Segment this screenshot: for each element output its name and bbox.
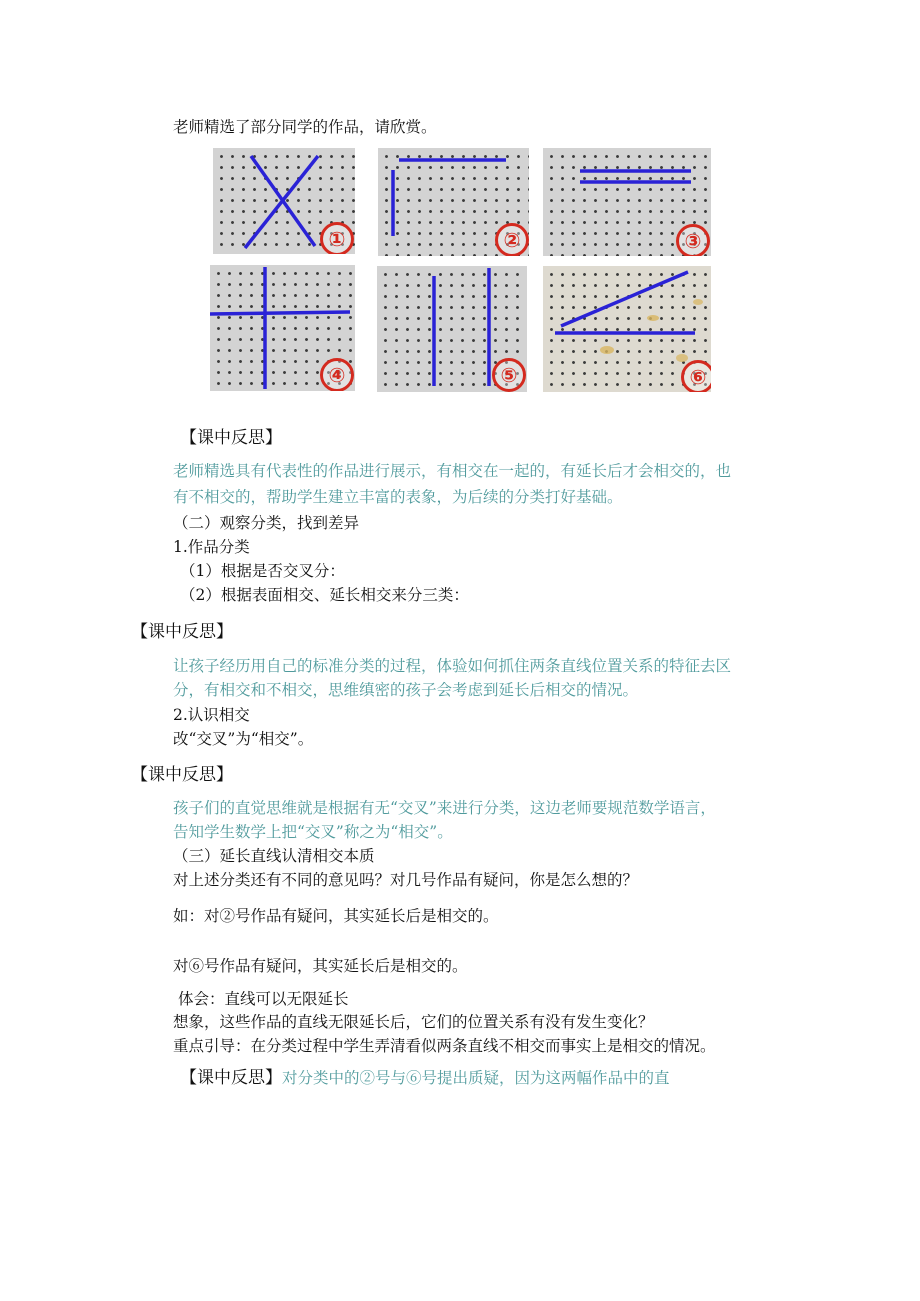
- reflection-heading: 【课中反思】: [131, 765, 233, 785]
- geoboard-6: [543, 266, 711, 392]
- figure-number-badge: ④: [320, 358, 354, 391]
- reflection-paragraph: [180, 1068, 670, 1088]
- reflection-text: 告知学生数学上把“交叉”称之为“相交”。: [173, 823, 453, 841]
- reflection-text: 让孩子经历用自己的标准分类的过程，体验如何抓住两条直线位置关系的特征去区: [173, 657, 732, 675]
- reflection-text: 老师精选具有代表性的作品进行展示，有相交在一起的，有延长后才会相交的，也: [173, 462, 732, 480]
- list-item: 2.认识相交: [173, 706, 250, 724]
- geoboard-5: [377, 266, 527, 392]
- reflection-text: 分，有相交和不相交，思维缜密的孩子会考虑到延长后相交的情况。: [173, 681, 639, 699]
- figure-number-badge: ⑥: [681, 360, 711, 392]
- intro-text: 老师精选了部分同学的作品，请欣赏。: [173, 118, 437, 136]
- section-title: （三）延长直线认清相交本质: [173, 847, 375, 865]
- body-text: 重点引导：在分类过程中学生弄清看似两条直线不相交而事实上是相交的情况。: [173, 1037, 716, 1055]
- reflection-text: 有不相交的，帮助学生建立丰富的表象，为后续的分类打好基础。: [173, 488, 623, 506]
- geoboard-2: [378, 148, 529, 256]
- figure-number-badge: ①: [320, 222, 354, 254]
- section-title: （二）观察分类，找到差异: [173, 514, 360, 532]
- list-item: （1）根据是否交叉分：: [180, 562, 345, 580]
- geoboard-1: [213, 148, 355, 254]
- figure-number-badge: ③: [676, 224, 710, 256]
- figure-number-badge: ⑤: [492, 358, 526, 392]
- body-text: 改“交叉”为“相交”。: [173, 730, 314, 748]
- list-item: （2）根据表面相交、延长相交来分三类：: [180, 586, 469, 604]
- list-item: 1.作品分类: [173, 538, 250, 556]
- reflection-heading: 【课中反思】: [180, 428, 282, 448]
- reflection-heading: 【课中反思】: [131, 622, 233, 642]
- geoboard-4: [210, 265, 355, 391]
- reflection-heading: 【课中反思】: [180, 1068, 282, 1088]
- body-text: 如：对②号作品有疑问，其实延长后是相交的。: [173, 907, 499, 925]
- body-text: 对⑥号作品有疑问，其实延长后是相交的。: [173, 957, 468, 975]
- reflection-text: 对分类中的②号与⑥号提出质疑，因为这两幅作品中的直: [282, 1069, 670, 1087]
- body-text: 体会：直线可以无限延长: [178, 990, 349, 1008]
- figure-number-badge: ②: [495, 223, 529, 256]
- geoboard-3: [543, 148, 711, 256]
- reflection-text: 孩子们的直觉思维就是根据有无“交叉”来进行分类，这边老师要规范数学语言，: [173, 799, 716, 817]
- body-text: 对上述分类还有不同的意见吗？对几号作品有疑问，你是怎么想的？: [173, 871, 639, 889]
- body-text: 想象，这些作品的直线无限延长后，它们的位置关系有没有发生变化？: [173, 1013, 654, 1031]
